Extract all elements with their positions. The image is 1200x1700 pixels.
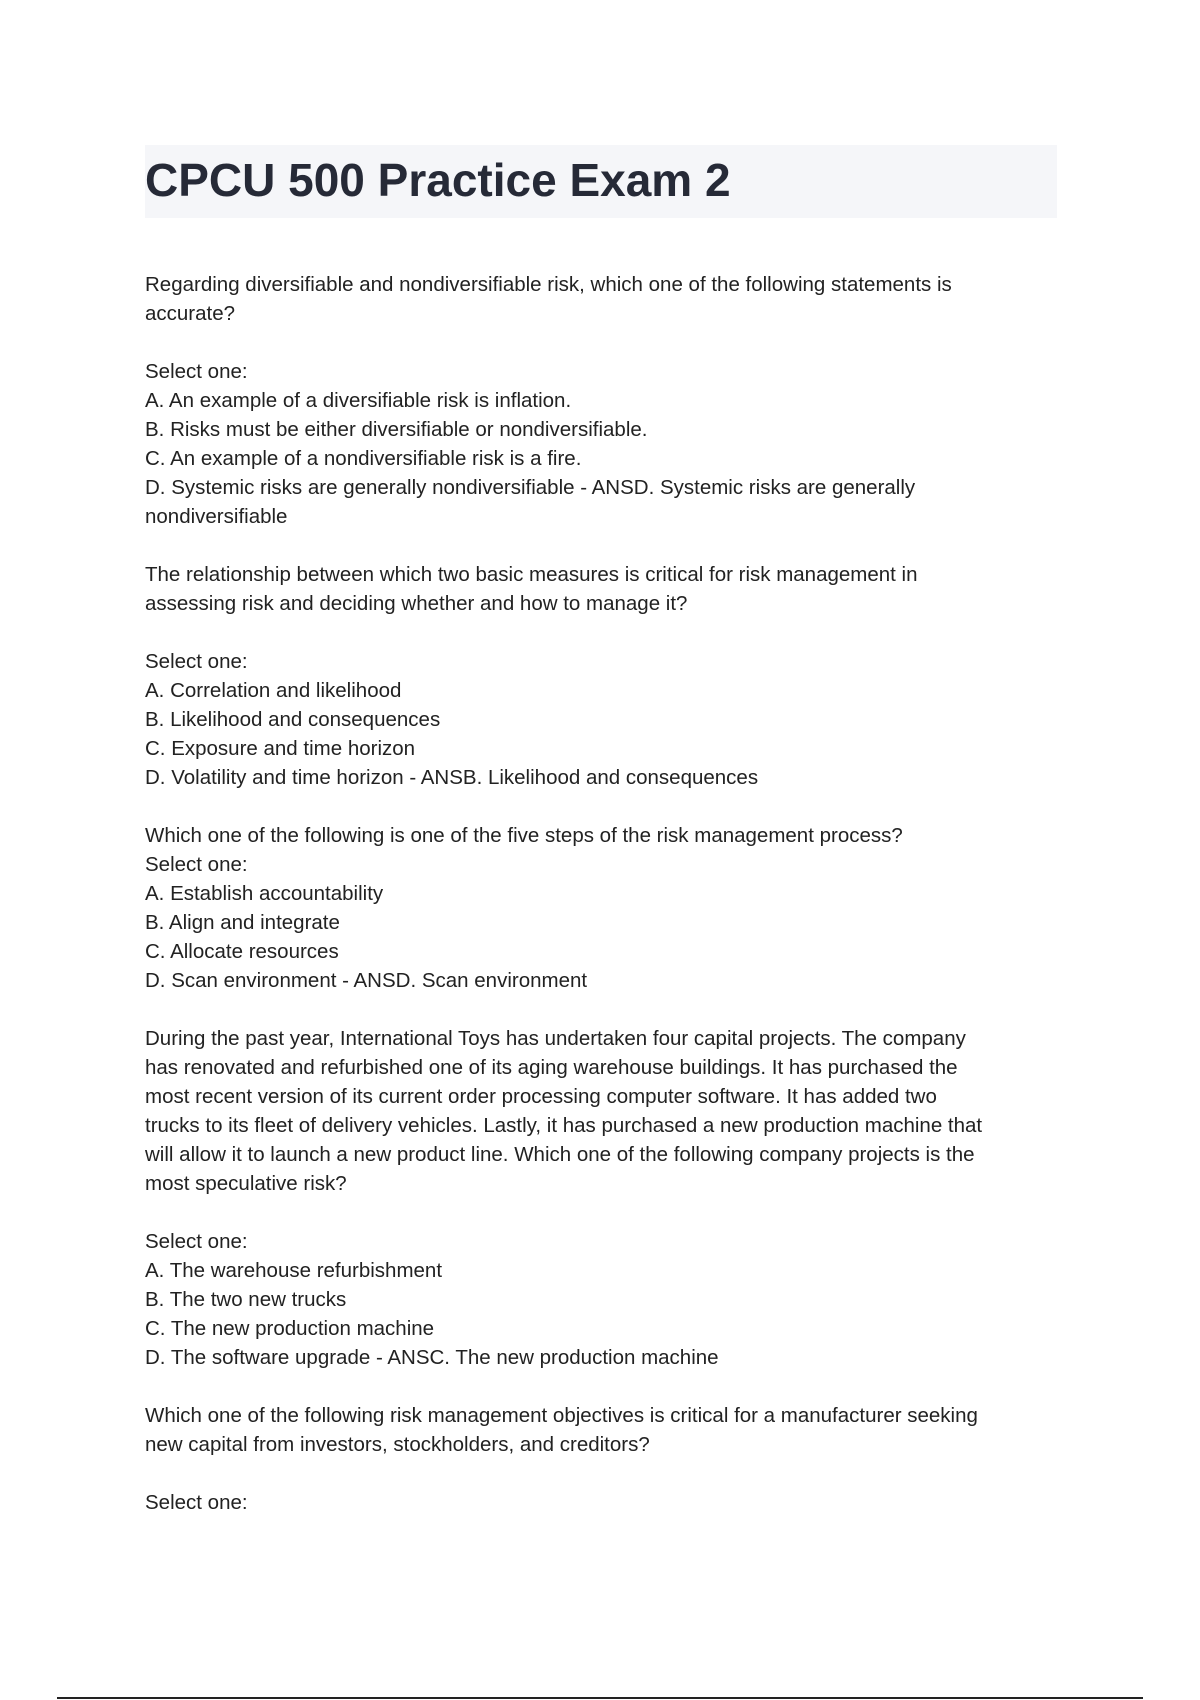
select-prompt: Select one: (145, 1491, 248, 1514)
spacer (145, 328, 1065, 357)
select-prompt: Select one: (145, 853, 248, 876)
question-text: assessing risk and deciding whether and how to manage it? (145, 592, 688, 615)
question-text: Regarding diversifiable and nondiversifiable risk, which one of the following statements is (145, 273, 952, 296)
question-block (145, 821, 1065, 995)
answer-option: C. An example of a nondiversifiable risk is a fire. (145, 447, 582, 470)
select-prompt: Select one: (145, 360, 248, 383)
page-divider (57, 1697, 1143, 1699)
question-text: Which one of the following is one of the five steps of the risk management process? (145, 824, 903, 847)
answer-option: A. Correlation and likelihood (145, 679, 402, 702)
spacer (145, 618, 1065, 647)
title-banner (145, 145, 1057, 218)
question-text: most recent version of its current order processing computer software. It has added two (145, 1085, 937, 1108)
question-text: Which one of the following risk management objectives is critical for a manufacturer seeking (145, 1404, 978, 1427)
question-list (145, 270, 1065, 1546)
question-block (145, 1401, 1065, 1517)
answer-option: D. The software upgrade - ANSC. The new production machine (145, 1346, 719, 1369)
answer-option: D. Volatility and time horizon - ANSB. Likelihood and consequences (145, 766, 759, 789)
spacer (145, 1459, 1065, 1488)
answer-option: B. The two new trucks (145, 1288, 347, 1311)
select-prompt: Select one: (145, 1230, 248, 1253)
answer-option: C. Allocate resources (145, 940, 339, 963)
question-text: has renovated and refurbished one of its aging warehouse buildings. It has purchased the (145, 1056, 958, 1079)
question-text: new capital from investors, stockholders, and creditors? (145, 1433, 650, 1456)
spacer (145, 1198, 1065, 1227)
question-block (145, 270, 1065, 531)
question-text: trucks to its fleet of delivery vehicles. Lastly, it has purchased a new production machine that (145, 1114, 983, 1137)
answer-option: C. Exposure and time horizon (145, 737, 416, 760)
question-text: accurate? (145, 302, 236, 325)
page-title: CPCU 500 Practice Exam 2 (145, 154, 731, 206)
answer-option: C. The new production machine (145, 1317, 435, 1340)
select-prompt: Select one: (145, 650, 248, 673)
question-text: will allow it to launch a new product line. Which one of the following company projects is the (145, 1143, 975, 1166)
answer-option: B. Align and integrate (145, 911, 340, 934)
answer-option: D. Systemic risks are generally nondiversifiable - ANSD. Systemic risks are generally (145, 476, 916, 499)
answer-option: A. The warehouse refurbishment (145, 1259, 443, 1282)
answer-option: A. An example of a diversifiable risk is inflation. (145, 389, 572, 412)
question-text: The relationship between which two basic measures is critical for risk management in (145, 563, 918, 586)
question-text: During the past year, International Toys has undertaken four capital projects. The company (145, 1027, 966, 1050)
answer-option: nondiversifiable (145, 505, 288, 528)
answer-option: A. Establish accountability (145, 882, 384, 905)
question-block (145, 1024, 1065, 1372)
question-block (145, 560, 1065, 792)
answer-option: B. Risks must be either diversifiable or nondiversifiable. (145, 418, 648, 441)
question-text: most speculative risk? (145, 1172, 347, 1195)
answer-option: B. Likelihood and consequences (145, 708, 441, 731)
answer-option: D. Scan environment - ANSD. Scan environment (145, 969, 588, 992)
